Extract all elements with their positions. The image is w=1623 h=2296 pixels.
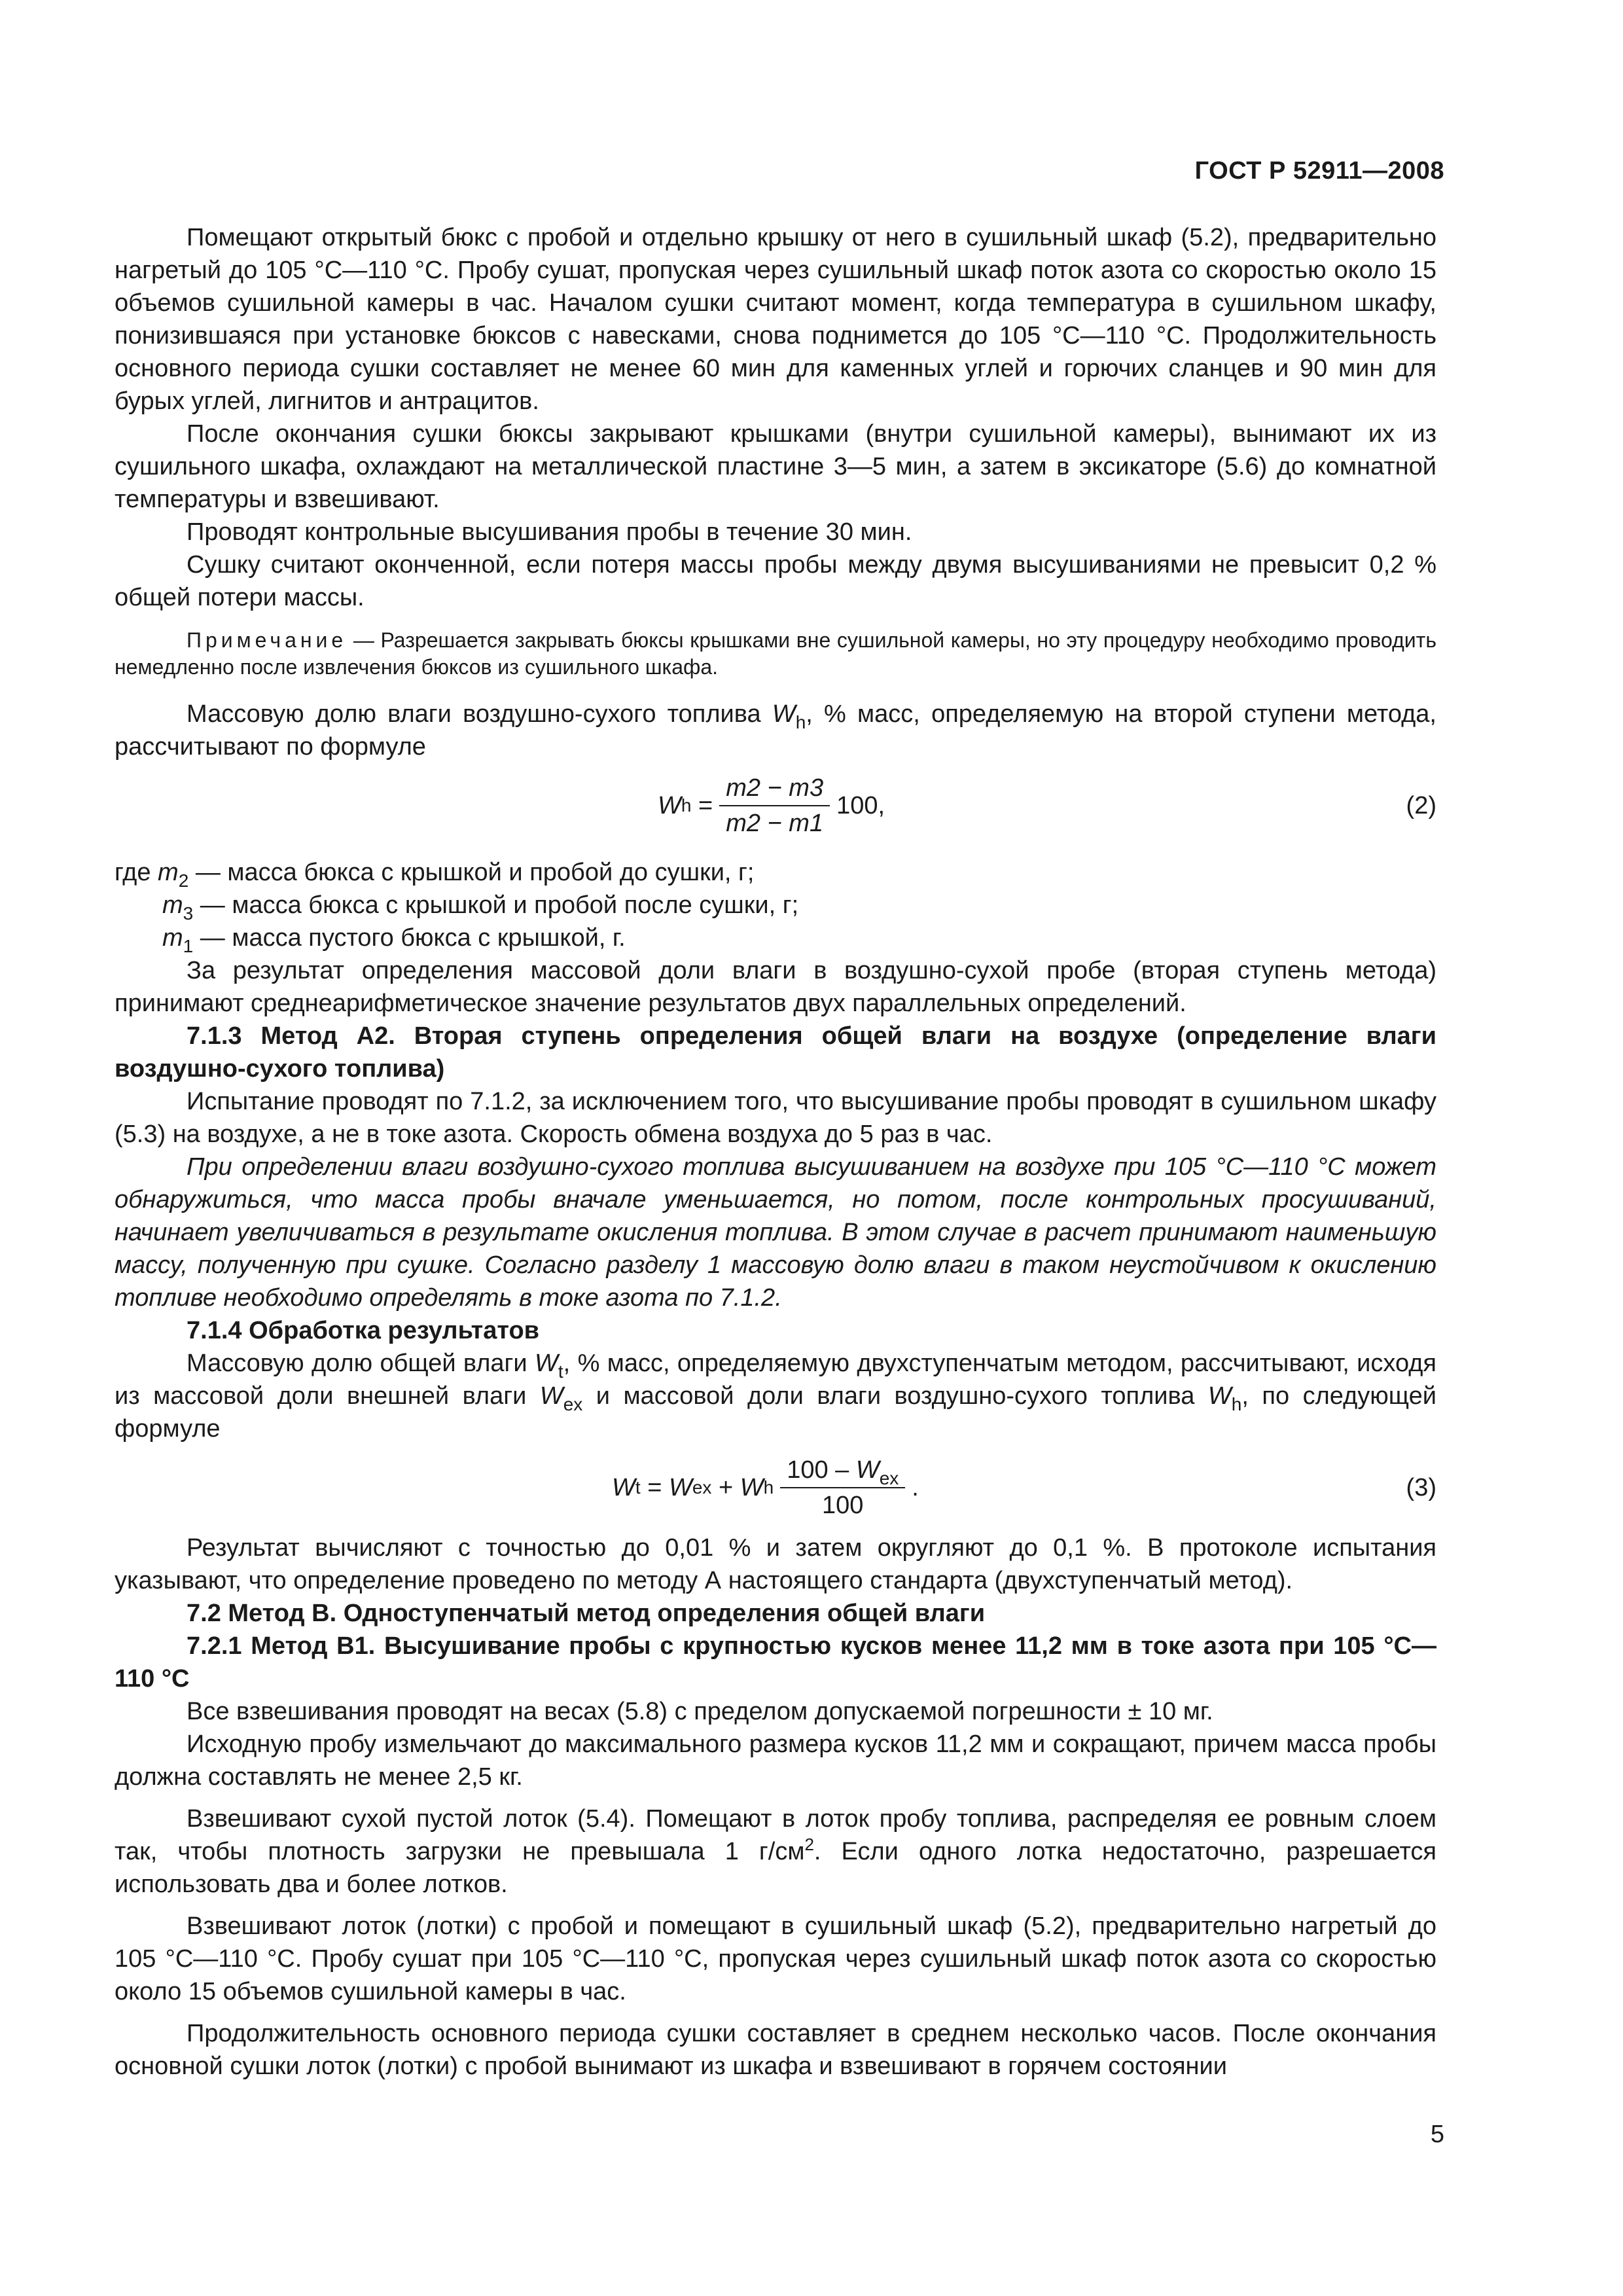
fraction-numerator: m2 − m3 (719, 772, 830, 806)
fraction-numerator: $100 - W_{ex}$ (780, 1454, 905, 1488)
paragraph: После окончания сушки бюксы закрывают крышками (внутри сушильной камеры), вынимают их из сушильного шкафа, охлаждают на металлической пластине 3—5 мин, а затем в эксикаторе (5.6) до комнатной температуры и взвешивают. (115, 420, 1436, 513)
page-number: 5 (1430, 2121, 1444, 2148)
italic-paragraph: При определении влаги воздушно-сухого топлива высушиванием на воздухе при 105 °С—110 °С может обнаружиться, что масса пробы вначале уменьшается, но потом, после контрольных просушиваний, начинает увеличиваться в результате окисления топлива. В этом случае в расчет принимают наименьшую массу, полученную при сушке. Согласно разделу 1 массовую долю влаги в таком неустойчивом к окислению топливе необходимо определять в токе азота по 7.1.2. (115, 1153, 1436, 1312)
section-heading-7-1-4: 7.1.4 Обработка результатов (187, 1317, 540, 1344)
equation-number: (3) (1406, 1474, 1436, 1501)
paragraph: За результат определения массовой доли влаги в воздушно-сухой пробе (вторая ступень метода) принимают среднеарифметическое значение результатов двух параллельных определений. (115, 957, 1436, 1017)
variable-definitions (115, 856, 1436, 954)
paragraph: Помещают открытый бюкс с пробой и отдельно крышку от него в сушильный шкаф (5.2), предварительно нагретый до 105 °С—110 °С. Пробу сушат, пропуская через сушильный шкаф поток азота со скоростью около 15 объемов сушильной камеры в час. Началом сушки считают момент, когда температура в сушильном шкафу, понизившаяся при установке бюксов с навесками, снова поднимется до 105 °С—110 °С. Продолжительность основного периода сушки составляет не менее 60 мин для каменных углей и горючих сланцев и 90 мин для бурых углей, лигнитов и антрацитов. (115, 224, 1436, 415)
paragraph: Исходную пробу измельчают до максимального размера кусков 11,2 мм и сокращают, причем масса пробы должна составлять не менее 2,5 кг. (115, 1731, 1436, 1791)
equation-number: (2) (1406, 792, 1436, 819)
section-heading-7-2: 7.2 Метод В. Одноступенчатый метод определения общей влаги (187, 1600, 986, 1627)
definition-item: $m_3$ — масса бюкса с крышкой и пробой после сушки, г; (162, 891, 799, 924)
document-header: ГОСТ Р 52911—2008 (1194, 157, 1444, 185)
paragraph: Продолжительность основного периода сушки составляет в среднем несколько часов. После окончания основной сушки лоток (лотки) с пробой вынимают из шкафа и взвешивают в горячем состоянии (115, 2020, 1436, 2080)
section-heading-7-1-3: 7.1.3 Метод А2. Вторая ступень определения общей влаги на воздухе (определение влаги воздушно-сухого топлива) (115, 1022, 1436, 1083)
definition-item: где $m_2$ — масса бюкса с крышкой и пробой до сушки, г; (115, 859, 755, 891)
note-label: Примечание (187, 628, 348, 652)
paragraph: Сушку считают оконченной, если потеря массы пробы между двумя высушиваниями не превысит 0,2 % общей потери массы. (115, 551, 1436, 611)
fraction-denominator: m2 − m1 (726, 810, 824, 837)
formula-2 (115, 768, 1436, 852)
document-body (115, 221, 1436, 2083)
paragraph: Взвешивают лоток (лотки) с пробой и помещают в сушильный шкаф (5.2), предварительно нагретый до 105 °С—110 °С. Пробу сушат при 105 °С—110 °С, пропуская через сушильный шкаф поток азота со скоростью около 15 объемов сушильной камеры в час. (115, 1912, 1436, 2005)
fraction-denominator: 100 (822, 1492, 864, 1519)
section-heading-7-2-1: 7.2.1 Метод В1. Высушивание пробы с крупностью кусков менее 11,2 мм в токе азота при 105 °С—110 °С (115, 1632, 1436, 1693)
formula-3 (115, 1450, 1436, 1528)
paragraph: Массовую долю влаги воздушно-сухого топлива $W_h$, % масс, определяемую на второй ступени метода, рассчитывают по формуле (115, 700, 1436, 761)
note-text: — Разрешается закрывать бюксы крышками вне сушильной камеры, но эту процедуру необходимо проводить немедленно после извлечения бюксов из сушильного шкафа. (115, 628, 1436, 679)
formula-3-expression: W t = W ex + W h $\frac{100 - W_{ex}}{100}$ . (612, 1454, 919, 1521)
note (115, 627, 1436, 681)
paragraph: Массовую долю общей влаги $W_t$, % масс, определяемую двухступенчатым методом, рассчитывают, исходя из массовой доли внешней влаги $W_{ex}$ и массовой доли влаги воздушно-сухого топлива $W_h$, по следующей формуле (115, 1350, 1436, 1443)
paragraph: Проводят контрольные высушивания пробы в течение 30 мин. (187, 518, 912, 546)
fraction (719, 772, 830, 839)
paragraph: Взвешивают сухой пустой лоток (5.4). Помещают в лоток пробу топлива, распределяя ее ровным слоем так, чтобы плотность загрузки не превышала 1 $г/см^2$. Если одного лотка недостаточно, разрешается использовать два и более лотков. (115, 1805, 1436, 1898)
definition-item: $m_1$ — масса пустого бюкса с крышкой, г. (162, 924, 626, 956)
fraction (780, 1454, 905, 1521)
paragraph: Все взвешивания проводят на весах (5.8) с пределом допускаемой погрешности ± 10 мг. (187, 1698, 1213, 1725)
formula-2-expression: W h = $\frac{m2 - m3}{m2 - m1}$ 100, (658, 772, 885, 839)
paragraph: Испытание проводят по 7.1.2, за исключением того, что высушивание пробы проводят в сушильном шкафу (5.3) на воздухе, а не в токе азота. Скорость обмена воздуха до 5 раз в час. (115, 1088, 1436, 1148)
paragraph: Результат вычисляют с точностью до 0,01 % и затем округляют до 0,1 %. В протоколе испытания указывают, что определение проведено по методу А настоящего стандарта (двухступенчатый метод). (115, 1534, 1436, 1594)
